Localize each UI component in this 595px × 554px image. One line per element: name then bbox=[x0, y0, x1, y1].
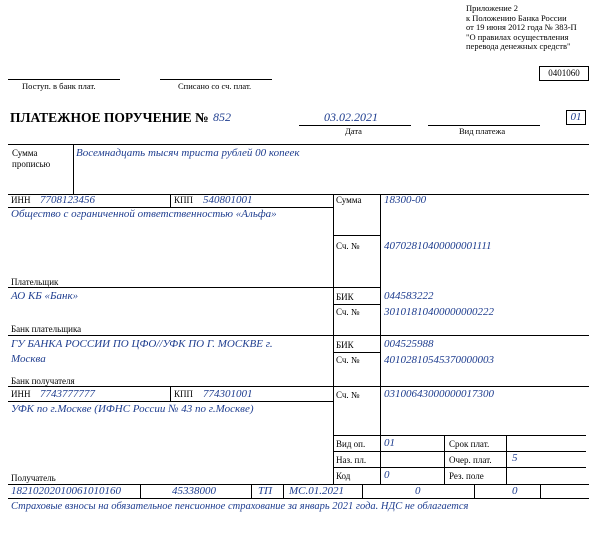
payer-name: Общество с ограниченной ответственностью «Альфа» bbox=[11, 208, 277, 220]
op-type: 01 bbox=[384, 437, 395, 449]
payer-kpp-label: КПП bbox=[174, 195, 194, 205]
divider bbox=[333, 435, 586, 436]
document-date: 03.02.2021 bbox=[324, 110, 378, 124]
status-code-box bbox=[566, 110, 586, 125]
payer-kpp: 540801001 bbox=[203, 194, 253, 206]
order-label: Очер. плат. bbox=[449, 455, 492, 465]
divider bbox=[333, 451, 586, 452]
divider bbox=[8, 287, 380, 288]
divider bbox=[333, 467, 586, 468]
received-line bbox=[8, 79, 120, 80]
recipient-account: 03100643000000017300 bbox=[384, 388, 494, 400]
code-label: Код bbox=[336, 471, 351, 481]
recipient-inn-label: ИНН bbox=[11, 389, 31, 399]
divider bbox=[540, 484, 541, 498]
payer-account-label: Сч. № bbox=[336, 241, 360, 251]
payer-bank-bik-label: БИК bbox=[336, 292, 354, 302]
payer-bank-account: 30101810400000000222 bbox=[384, 306, 494, 318]
divider bbox=[73, 144, 74, 194]
divider bbox=[8, 194, 589, 195]
divider bbox=[251, 484, 252, 498]
recipient-kpp: 774301001 bbox=[203, 388, 253, 400]
appendix-line: Приложение 2 bbox=[466, 3, 518, 13]
divider bbox=[140, 484, 141, 498]
divider bbox=[8, 401, 333, 402]
tax-period: МС.01.2021 bbox=[289, 485, 344, 497]
amount-words-value: Восемнадцать тысяч триста рублей 00 копеек bbox=[76, 147, 300, 159]
recipient-bank-label: Банк получателя bbox=[11, 376, 75, 386]
appendix-line: к Положению Банка России bbox=[466, 12, 567, 23]
divider bbox=[8, 386, 589, 387]
divider bbox=[170, 386, 171, 401]
divider bbox=[333, 304, 380, 305]
divider bbox=[170, 194, 171, 207]
payer-bank-bik: 044583222 bbox=[384, 290, 434, 302]
debited-label: Списано со сч. плат. bbox=[178, 81, 252, 91]
divider bbox=[8, 335, 589, 336]
op-type-label: Вид оп. bbox=[336, 439, 366, 449]
recipient-bank-bik: 004525988 bbox=[384, 338, 434, 350]
date-label: Дата bbox=[345, 126, 362, 136]
divider bbox=[283, 484, 284, 498]
form-code: 0401060 bbox=[548, 68, 580, 78]
payer-label: Плательщик bbox=[11, 277, 59, 287]
tax-basis: ТП bbox=[258, 485, 273, 497]
debited-line bbox=[160, 79, 272, 80]
payer-bank-account-label: Сч. № bbox=[336, 307, 360, 317]
divider bbox=[444, 435, 445, 484]
doc-number: 0 bbox=[415, 485, 421, 497]
divider bbox=[474, 484, 475, 498]
divider bbox=[380, 194, 381, 484]
code-value: 0 bbox=[384, 469, 390, 481]
recipient-inn: 7743777777 bbox=[40, 388, 95, 400]
divider bbox=[362, 484, 363, 498]
payer-inn: 7708123456 bbox=[40, 194, 95, 206]
appendix-line: "О правилах осуществления bbox=[466, 31, 569, 42]
oktmo: 45338000 bbox=[172, 485, 216, 497]
recipient-kpp-label: КПП bbox=[174, 389, 194, 399]
payment-purpose: Страховые взносы на обязательное пенсионное страхование за январь 2021 года. НДС не облагается bbox=[11, 501, 469, 512]
recipient-label: Получатель bbox=[11, 473, 56, 483]
payer-sum: 18300-00 bbox=[384, 194, 427, 206]
divider bbox=[8, 498, 589, 499]
payer-sum-label: Сумма bbox=[336, 195, 362, 205]
document-title: ПЛАТЕЖНОЕ ПОРУЧЕНИЕ № bbox=[10, 110, 209, 125]
payer-bank-label: Банк плательщика bbox=[11, 324, 82, 334]
payment-type-label: Вид платежа bbox=[459, 126, 506, 136]
recipient-bank-account: 40102810545370000003 bbox=[384, 354, 494, 366]
document-number: 852 bbox=[213, 110, 231, 124]
appendix-line: перевода денежных средств" bbox=[466, 41, 571, 51]
recipient-bank-name-line1: ГУ БАНКА РОССИИ ПО ЦФО//УФК ПО Г. МОСКВЕ г. bbox=[11, 338, 273, 350]
recipient-account-label: Сч. № bbox=[336, 390, 360, 400]
divider bbox=[8, 144, 589, 145]
recipient-bank-account-label: Сч. № bbox=[336, 355, 360, 365]
divider bbox=[333, 194, 334, 484]
purpose-code-label: Наз. пл. bbox=[336, 455, 367, 465]
form-code-box bbox=[539, 66, 589, 81]
recipient-name: УФК по г.Москве (ИФНС России № 43 по г.Москве) bbox=[11, 403, 254, 415]
order-value: 5 bbox=[512, 452, 518, 464]
amount-words-label: Сумма прописью bbox=[12, 148, 51, 169]
received-label: Поступ. в банк плат. bbox=[22, 81, 96, 91]
divider bbox=[333, 235, 380, 236]
reserve-label: Рез. поле bbox=[449, 471, 484, 481]
payer-inn-label: ИНН bbox=[11, 195, 31, 205]
appendix-note bbox=[466, 4, 577, 52]
payer-account: 40702810400000001111 bbox=[384, 240, 492, 252]
payer-bank-name: АО КБ «Банк» bbox=[11, 290, 79, 302]
recipient-bank-name-line2: Москва bbox=[11, 353, 46, 365]
divider bbox=[333, 352, 380, 353]
divider bbox=[506, 435, 507, 484]
kbk: 18210202010061010160 bbox=[11, 485, 121, 497]
term-label: Срок плат. bbox=[449, 439, 490, 449]
recipient-bank-bik-label: БИК bbox=[336, 340, 354, 350]
doc-date: 0 bbox=[512, 485, 518, 497]
appendix-line: от 19 июня 2012 года № 383-П bbox=[466, 22, 577, 32]
status-code: 01 bbox=[570, 111, 582, 123]
